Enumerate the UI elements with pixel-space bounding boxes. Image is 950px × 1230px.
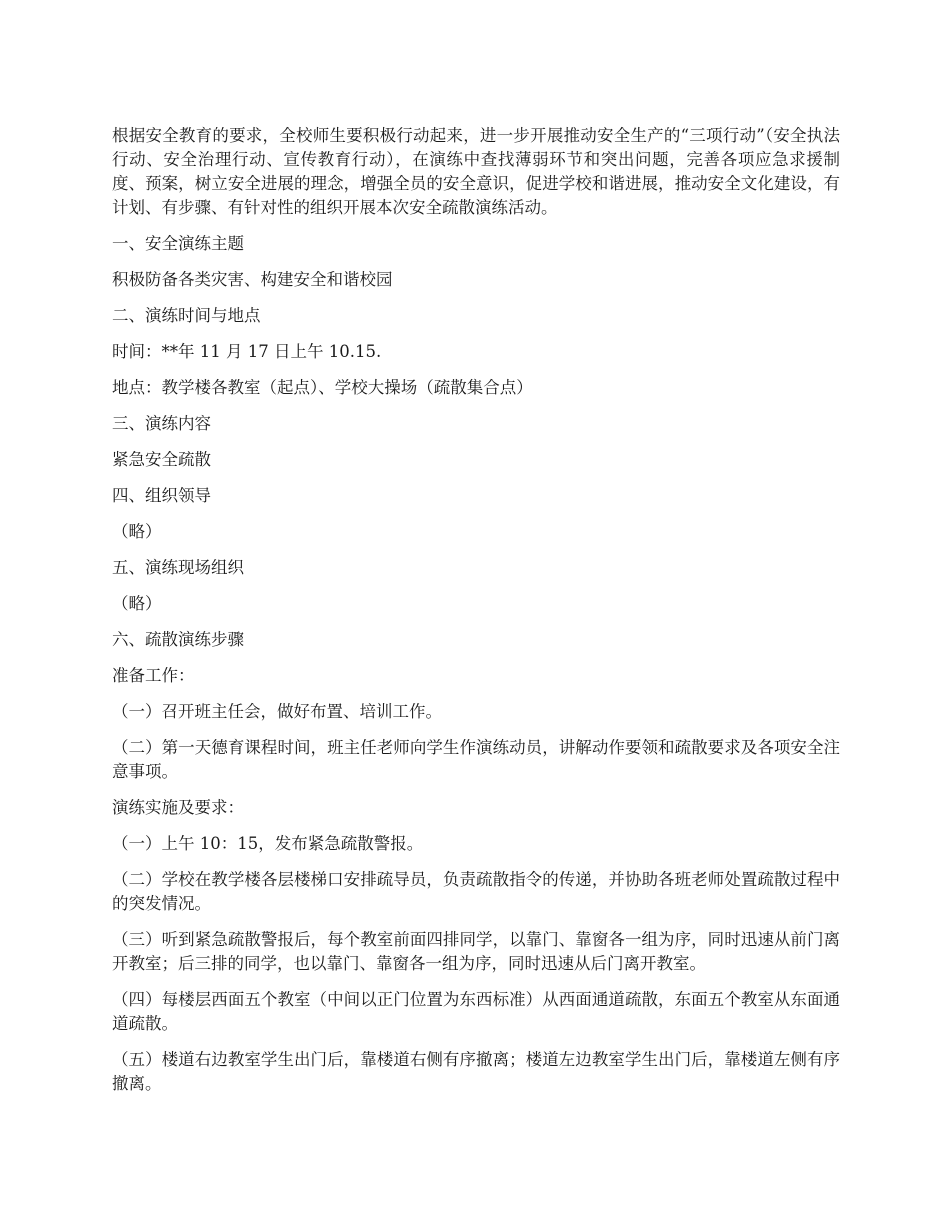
site-organization-text: （略） (112, 594, 162, 613)
implementation-item-4: （四）每楼层西面五个教室（中间以正门位置为东西标准）从西面通道疏散，东面五个教室从东面通道疏散。 (112, 990, 840, 1033)
section-heading-steps: 六、疏散演练步骤 (112, 630, 244, 649)
theme-text: 积极防备各类灾害、构建安全和谐校园 (112, 270, 393, 289)
preparation-item-2: （二）第一天德育课程时间，班主任老师向学生作演练动员，讲解动作要领和疏散要求及各项安全注意事项。 (112, 738, 840, 781)
implementation-item-5: （五）楼道右边教室学生出门后，靠楼道右侧有序撤离；楼道左边教室学生出门后，靠楼道左侧有序撤离。 (112, 1050, 840, 1093)
leadership-text: （略） (112, 522, 162, 541)
content-text: 紧急安全疏散 (112, 450, 211, 469)
intro-paragraph: 根据安全教育的要求，全校师生要积极行动起来，进一步开展推动安全生产的“三项行动”（安全执法行动、安全治理行动、宣传教育行动），在演练中查找薄弱环节和突出问题，完善各项应急求援制度、预案，树立安全进展的理念，增强全员的安全意识，促进学校和谐进展，推动安全文化建设，有计划、有步骤、有针对性的组织开展本次安全疏散演练活动。 (112, 126, 840, 217)
preparation-item-1: （一）召开班主任会，做好布置、培训工作。 (112, 702, 442, 721)
implementation-item-2: （二）学校在教学楼各层楼梯口安排疏导员，负责疏散指令的传递，并协助各班老师处置疏散过程中的突发情况。 (112, 870, 840, 913)
implementation-item-3: （三）听到紧急疏散警报后，每个教室前面四排同学，以靠门、靠窗各一组为序，同时迅速从前门离开教室；后三排的同学，也以靠门、靠窗各一组为序，同时迅速从后门离开教室。 (112, 930, 840, 973)
place-text: 地点：教学楼各教室（起点）、学校大操场（疏散集合点） (112, 378, 533, 397)
section-heading-leadership: 四、组织领导 (112, 486, 211, 505)
time-text: 时间：**年 11 月 17 日上午 10.15. (112, 342, 382, 361)
section-heading-theme: 一、安全演练主题 (112, 234, 244, 253)
section-heading-site-organization: 五、演练现场组织 (112, 558, 244, 577)
document-page (112, 124, 840, 1108)
section-heading-content: 三、演练内容 (112, 414, 211, 433)
implementation-heading: 演练实施及要求： (112, 798, 244, 817)
implementation-item-1: （一）上午 10：15，发布紧急疏散警报。 (112, 834, 424, 853)
section-heading-time-place: 二、演练时间与地点 (112, 306, 261, 325)
preparation-heading: 准备工作： (112, 666, 195, 685)
